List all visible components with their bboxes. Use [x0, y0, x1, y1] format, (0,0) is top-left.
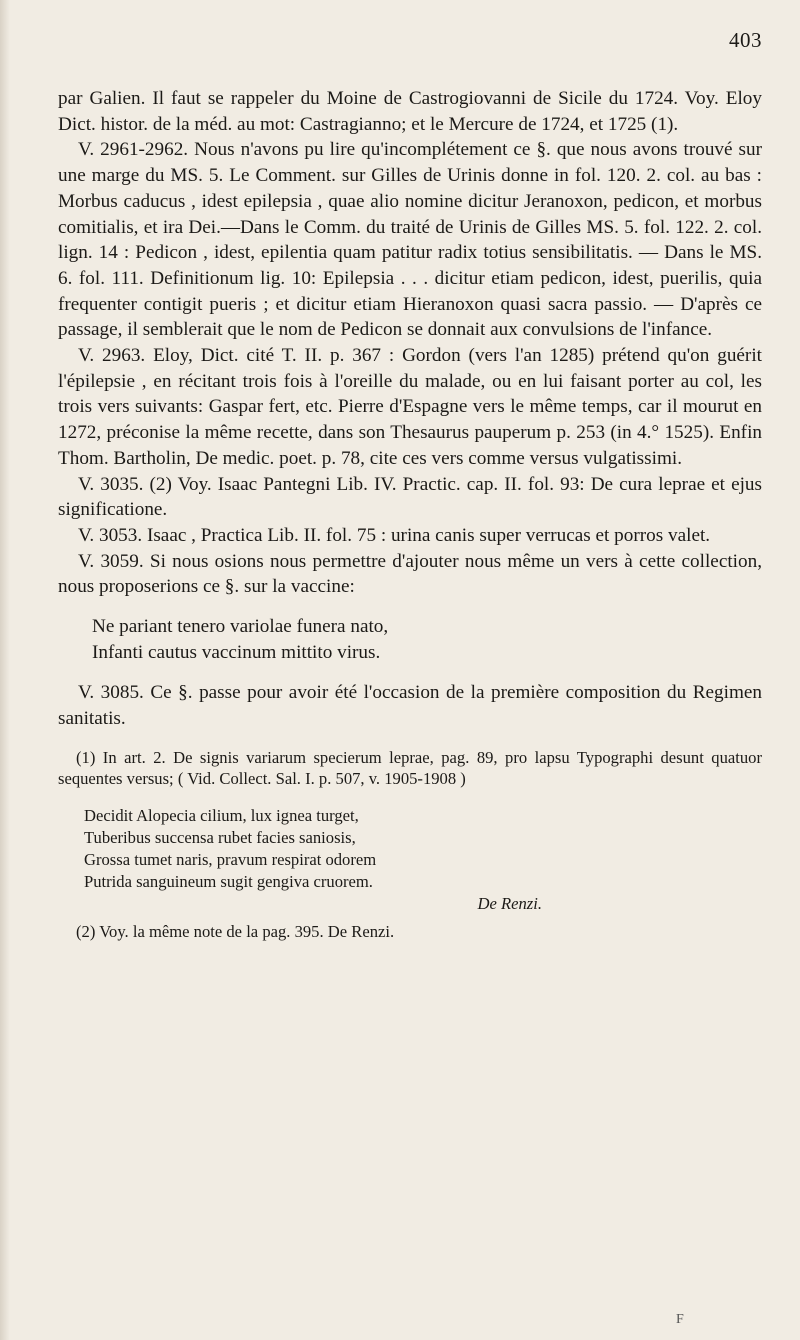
paragraph-v3035: V. 3035. (2) Voy. Isaac Pantegni Lib. IV. Practic. cap. II. fol. 93: De cura leprae et ejus significatione. [58, 473, 762, 521]
footnote-1: (1) In art. 2. De signis variarum specierum leprae, pag. 89, pro lapsu Typographi desunt quatuor sequentes versus; ( Vid. Collect. Sal. I. p. 507, v. 1905-1908 ) [58, 748, 762, 789]
footnote-verse-line: Tuberibus succensa rubet facies saniosis, [84, 828, 356, 848]
footnote-verse [84, 805, 762, 915]
paragraph-v3059: V. 3059. Si nous osions nous permettre d'ajouter nous même un vers à cette collection, nous proposerions ce §. sur la vaccine: [58, 550, 762, 598]
verse-line: Ne pariant tenero variolae funera nato, [92, 616, 389, 638]
footnote-verse-line: Decidit Alopecia cilium, lux ignea turget, [84, 806, 359, 826]
body-text [58, 86, 762, 942]
footnote-verse-line: Putrida sanguineum sugit gengiva cruorem. [84, 872, 373, 892]
paragraph-v2961: V. 2961-2962. Nous n'avons pu lire qu'incomplétement ce §. que nous avons trouvé sur une marge du MS. 5. Le Comment. sur Gilles de Urinis donne in fol. 120. 2. col. au bas : Morbus caducus , idest epilepsia , quae alio nomine dicitur Jeranoxon, pedicon, et morbus comitialis, et ira Dei.—Dans le Comm. du traité de Urinis de Gilles MS. 5. fol. 122. 2. col. lign. 14 : Pedicon , idest, epilentia quam patitur radix totius sensibilitatis. — Dans le MS. 6. fol. 111. Definitionum lig. 10: Epilepsia . . . dicitur etiam pedicon, idest, puerilis, quia frequenter contigit pueris ; et dicitur etiam Hieranoxon quasi sacra passio. — D'après ce passage, il semblerait que le nom de Pedicon se donnait aux convulsions de l'infance. [58, 139, 762, 341]
printer-signature-mark: F [676, 1312, 684, 1327]
footnote-verse-line: Grossa tumet naris, pravum respirat odorem [84, 850, 377, 870]
page-edge-shadow [0, 0, 10, 1340]
vaccine-verse [92, 614, 762, 666]
footnote-signature: De Renzi. [477, 894, 542, 914]
footnote-2: (2) Voy. la même note de la pag. 395. De Renzi. [76, 922, 395, 942]
verse-line: Infanti cautus vaccinum mittito virus. [92, 642, 381, 664]
page-number: 403 [729, 28, 762, 52]
paragraph-intro: par Galien. Il faut se rappeler du Moine de Castrogiovanni de Sicile du 1724. Voy. Eloy Dict. histor. de la méd. au mot: Castragianno; et le Mercure de 1724, et 1725 (1). [58, 88, 762, 135]
paragraph-v3085: V. 3085. Ce §. passe pour avoir été l'occasion de la première composition du Regimen sanitatis. [58, 682, 762, 729]
paragraph-v3053: V. 3053. Isaac , Practica Lib. II. fol. 75 : urina canis super verrucas et porros valet. [78, 524, 711, 546]
paragraph-v2963: V. 2963. Eloy, Dict. cité T. II. p. 367 : Gordon (vers l'an 1285) prétend qu'on guérit l'épilepsie , en récitant trois fois à l'oreille du malade, ou en lui faisant porter au col, les trois vers suivants: Gaspar fert, etc. Pierre d'Espagne vers le même temps, car il mourut en 1272, préconise la même recette, dans son Thesaurus pauperum p. 253 (in 4.° 1525). Enfin Thom. Bartholin, De medic. poet. p. 78, cite ces vers comme versus vulgatissimi. [58, 345, 762, 469]
footnotes [58, 747, 762, 942]
